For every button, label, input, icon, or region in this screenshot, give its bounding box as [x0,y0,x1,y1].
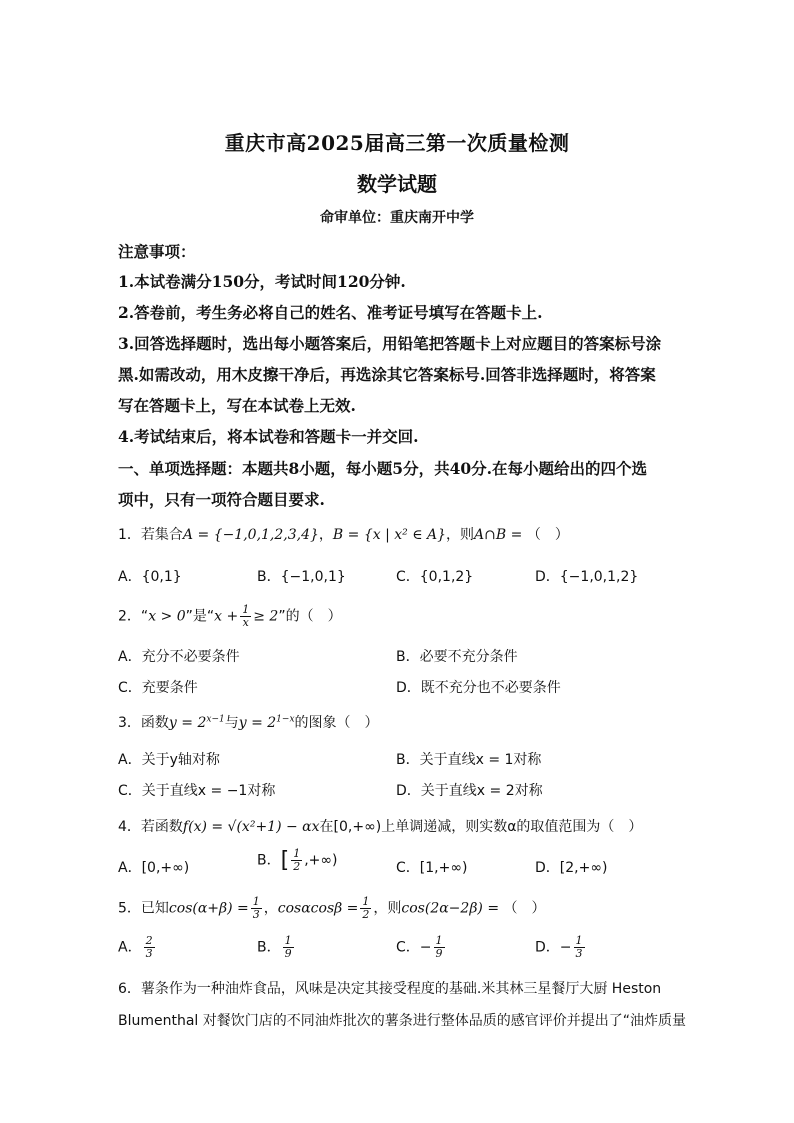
question-6-line-1: 6．薯条作为一种油炸食品，风味是决定其接受程度的基础.米其林三星餐厅大厨 Heston [118,981,662,997]
q4-option-c: C．[1,+∞) [396,860,468,876]
q3-option-d: D．关于直线x = 2对称 [396,783,543,799]
q4-option-a: A．[0,+∞) [118,860,190,876]
note-3-line-2: 黑.如需改动，用木皮擦干净后，再选涂其它答案标号.回答非选择题时，将答案 [118,365,656,384]
fraction-one-half: $\frac{1}{2}$ [293,847,301,873]
question-4: 4．若函数f(x) = √(x²+1) − αx在[0,+∞)上单调递减，则实数α的取值范围为（ ） [118,819,643,835]
fraction-1-over-x: $\frac{1}{x}$ [242,603,250,629]
q5-option-c: C．− $\frac{1}{9}$ [396,934,443,960]
q3-option-b: B．关于直线x = 1对称 [396,752,542,768]
section-heading-line-2: 项中，只有一项符合题目要求. [118,490,325,509]
q1-option-c: C．{0,1,2} [396,569,474,585]
q1-option-b: B．{−1,0,1} [257,569,346,585]
question-2: 2．“x > 0”是“x + $\frac{1}{x}$ ≥ 2”的（ ） [118,603,342,629]
question-5: 5．已知cos(α+β) = $\frac{1}{3}$ ，cosαcosβ = $\frac{1}{2}$ ，则cos(2α−2β) = （ ） [118,895,546,921]
note-1: 1.本试卷满分150分，考试时间120分钟. [118,272,406,291]
question-1: 1．若集合A = {−1,0,1,2,3,4}，B = {x | x² ∈ A}，则A∩B = （ ） [118,527,569,543]
q1-option-a: A．{0,1} [118,569,182,585]
q3-option-a: A．关于y轴对称 [118,752,220,768]
q4-option-b: B．[ $\frac{1}{2}$ ,+∞) [257,847,338,873]
fraction-one-half: $\frac{1}{2}$ [362,895,370,921]
exam-title: 重庆市高2025届高三第一次质量检测 [224,131,570,155]
notes-heading: 注意事项： [118,242,196,261]
issuer-line: 命审单位：重庆南开中学 [320,210,474,226]
q3-option-c: C．关于直线x = −1对称 [118,783,276,799]
q2-option-d: D．既不充分也不必要条件 [396,680,561,696]
question-6-line-2: Blumenthal 对餐饮门店的不同油炸批次的薯条进行整体品质的感官评价并提出了“油炸质量 [118,1013,687,1029]
q2-option-b: B．必要不充分条件 [396,649,518,665]
q5-option-d: D．− $\frac{1}{3}$ [535,934,583,960]
q2-option-a: A．充分不必要条件 [118,649,240,665]
subject-title: 数学试题 [357,172,437,196]
note-3-line-1: 3.回答选择题时，选出每小题答案后，用铅笔把答题卡上对应题目的答案标号涂 [118,334,662,353]
question-3: 3．函数$y = 2^{x-1}$与$y = 2^{1-x}$的图象（ ） [118,714,379,731]
fraction-one-third: $\frac{1}{3}$ [252,895,260,921]
section-heading-line-1: 一、单项选择题：本题共8小题，每小题5分，共40分.在每小题给出的四个选 [118,459,648,478]
note-3-line-3: 写在答题卡上，写在本试卷上无效. [118,396,356,415]
note-2: 2.答卷前，考生务必将自己的姓名、准考证号填写在答题卡上. [118,303,543,322]
q5-option-a: A． $\frac{2}{3}$ [118,934,153,960]
note-4: 4.考试结束后，将本试卷和答题卡一并交回. [118,427,419,446]
q2-option-c: C．充要条件 [118,680,198,696]
q1-option-d: D．{−1,0,1,2} [535,569,639,585]
q5-option-b: B． $\frac{1}{9}$ [257,934,292,960]
q4-option-d: D．[2,+∞) [535,860,608,876]
